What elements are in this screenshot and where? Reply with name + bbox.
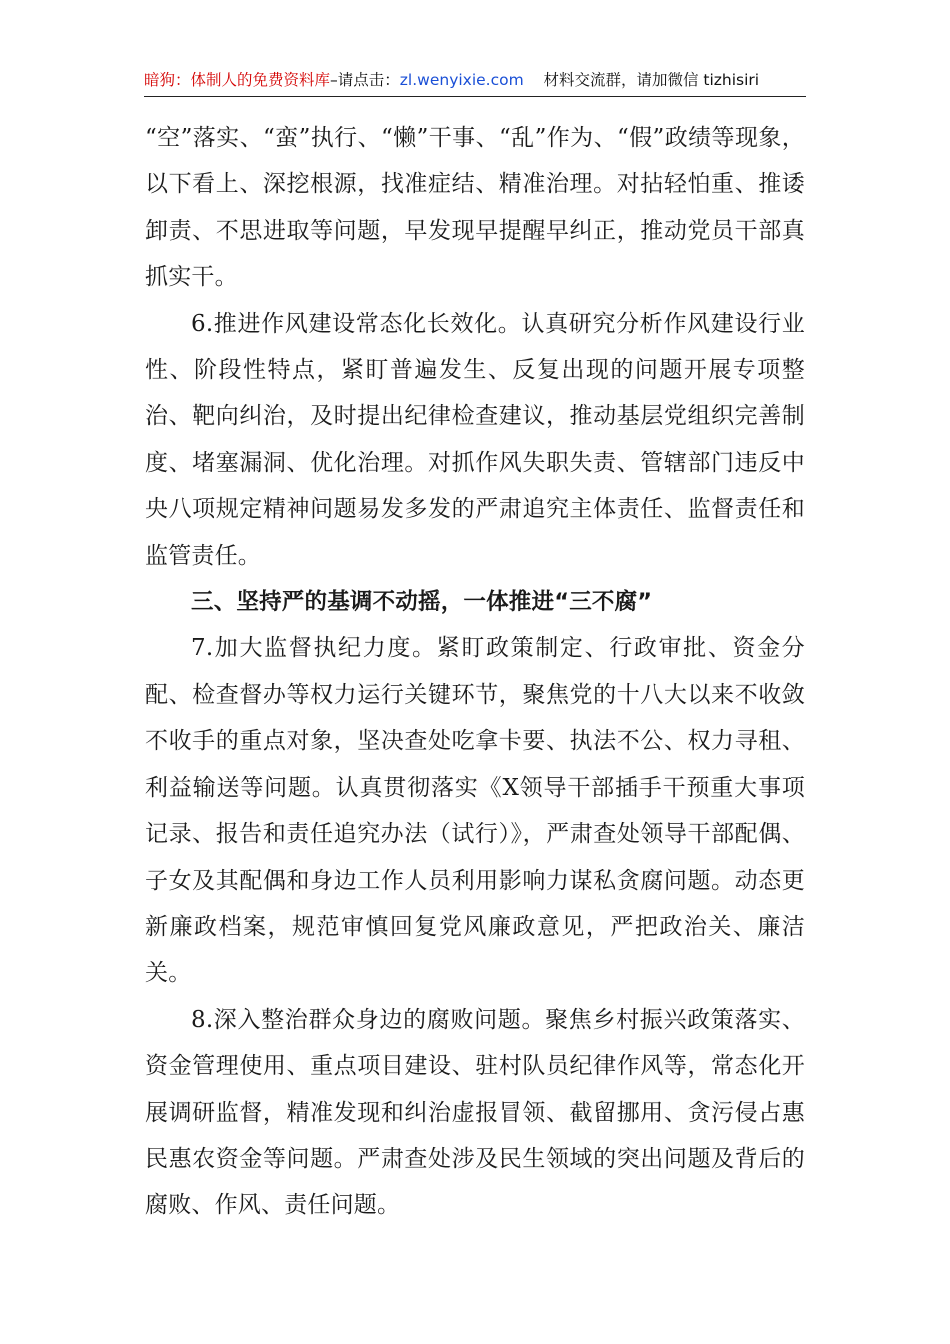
paragraph-continuation: “空”落实、“蛮”执行、“懒”干事、“乱”作为、“假”政绩等现象，以下看上、深挖根源，找准症结、精准治理。对拈轻怕重、推诿卸责、不思进取等问题，早发现早提醒早纠正，推动党员干部真抓实干。 [145, 125, 805, 291]
page-header [144, 66, 806, 97]
document-body [145, 115, 805, 1229]
paragraph-8: 8.深入整治群众身边的腐败问题。聚焦乡村振兴政策落实、资金管理使用、重点项目建设、驻村队员纪律作风等，常态化开展调研监督，精准发现和纠治虚报冒领、截留挪用、贪污侵占惠民惠农资金等问题。严肃查处涉及民生领域的突出问题及背后的腐败、作风、责任问题。 [145, 1006, 805, 1219]
paragraph-6: 6.推进作风建设常态化长效化。认真研究分析作风建设行业性、阶段性特点，紧盯普遍发生、反复出现的问题开展专项整治、靶向纠治，及时提出纪律检查建议，推动基层党组织完善制度、堵塞漏洞、优化治理。对抓作风失职失责、管辖部门违反中央八项规定精神问题易发多发的严肃追究主体责任、监督责任和监管责任。 [145, 310, 805, 569]
header-wechat-note: 材料交流群，请加微信 tizhisiri [543, 71, 760, 89]
paragraph-7: 7.加大监督执纪力度。紧盯政策制定、行政审批、资金分配、检查督办等权力运行关键环节，聚焦党的十八大以来不收敛不收手的重点对象，坚决查处吃拿卡要、执法不公、权力寻租、利益输送等问题。认真贯彻落实《X领导干部插手干预重大事项记录、报告和责任追究办法（试行）》，严肃查处领导干部配偶、子女及其配偶和身边工作人员利用影响力谋私贪腐问题。动态更新廉政档案，规范审慎回复党风廉政意见，严把政治关、廉洁关。 [145, 635, 805, 987]
header-url-link[interactable]: zl.wenyixie.com [399, 71, 524, 89]
header-brand: 暗狗：体制人的免费资料库 [144, 71, 331, 89]
section-heading-3: 三、坚持严的基调不动摇，一体推进“三不腐” [191, 589, 653, 616]
header-click-label: –请点击： [330, 71, 400, 89]
